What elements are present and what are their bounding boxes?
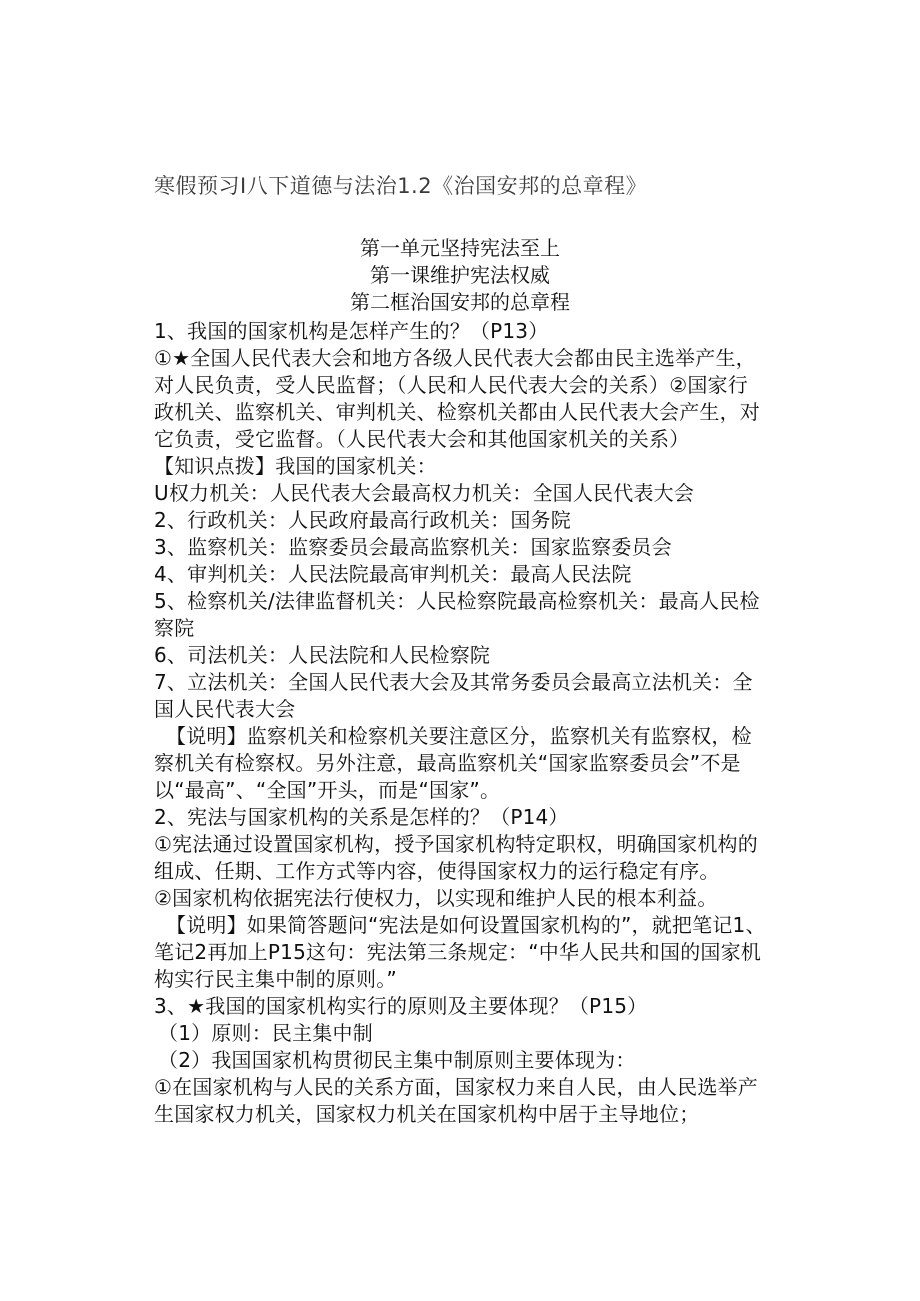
- note-line: 构实行民主集中制的原则。”: [154, 967, 397, 991]
- organ-item: 5、检察机关/法律监督机关：人民检察院最高检察机关：最高人民检: [154, 589, 760, 613]
- answer-line: （2）我国国家机构贯彻民主集中制原则主要体现为：: [158, 1048, 636, 1072]
- question-2: 2、宪法与国家机构的关系是怎样的？（P14）: [154, 805, 569, 829]
- answer-line: 对人民负责，受人民监督；（人民和人民代表大会的关系）②国家行: [154, 373, 748, 397]
- answer-line: 生国家权力机关，国家权力机关在国家机构中居于主导地位；: [154, 1102, 700, 1126]
- organ-item: U权力机关：人民代表大会最高权力机关：全国人民代表大会: [154, 481, 695, 505]
- answer-line: ①★全国人民代表大会和地方各级人民代表大会都由民主选举产生，: [154, 346, 756, 370]
- note-line: 笔记2再加上P15这句：宪法第三条规定：“中华人民共和国的国家机: [154, 940, 761, 964]
- document-title: 寒假预习I八下道德与法治1.2《治国安邦的总章程》: [154, 174, 648, 198]
- organ-item: 3、监察机关：监察委员会最高监察机关：国家监察委员会: [154, 535, 672, 559]
- organ-item: 6、司法机关：人民法院和人民检察院: [154, 643, 491, 667]
- section-heading: 第二框治国安邦的总章程: [350, 290, 570, 314]
- answer-line: （1）原则：民主集中制: [158, 1021, 373, 1045]
- note-line: 【说明】监察机关和检察机关要注意区分，监察机关有监察权，检: [166, 724, 752, 748]
- answer-line: 组成、任期、工作方式等内容，使得国家权力的运行稳定有序。: [154, 859, 720, 883]
- answer-line: ①宪法通过设置国家机构，授予国家机构特定职权，明确国家机构的: [154, 832, 758, 856]
- unit-heading: 第一单元坚持宪法至上: [360, 236, 560, 260]
- organ-item: 国人民代表大会: [154, 697, 296, 721]
- note-line: 察机关有检察权。另外注意，最高监察机关“国家监察委员会”不是: [154, 751, 741, 775]
- answer-line: ①在国家机构与人民的关系方面，国家权力来自人民，由人民选举产: [154, 1075, 758, 1099]
- organ-item: 察院: [154, 616, 195, 640]
- answer-line: ②国家机构依据宪法行使权力，以实现和维护人民的根本利益。: [154, 886, 718, 910]
- organ-item: 2、行政机关：人民政府最高行政机关：国务院: [154, 508, 571, 532]
- note-line: 【说明】如果简答题问“宪法是如何设置国家机构的”，就把笔记1、: [166, 913, 766, 937]
- organ-item: 7、立法机关：全国人民代表大会及其常务委员会最高立法机关：全: [154, 670, 753, 694]
- answer-line: 它负责，受它监督。（人民代表大会和其他国家机关的关系）: [154, 427, 690, 451]
- question-1: 1、我国的国家机构是怎样产生的？（P13）: [154, 319, 549, 343]
- answer-line: 政机关、监察机关、审判机关、检察机关都由人民代表大会产生，对: [154, 400, 760, 424]
- lesson-heading: 第一课维护宪法权威: [370, 263, 550, 287]
- question-3: 3、★我国的国家机构实行的原则及主要体现？（P15）: [154, 994, 648, 1018]
- organ-item: 4、审判机关：人民法院最高审判机关：最高人民法院: [154, 562, 632, 586]
- note-line: 以“最高”、“全国”开头，而是“国家”。: [154, 778, 501, 802]
- tip-heading: 【知识点拨】我国的国家机关：: [154, 454, 437, 478]
